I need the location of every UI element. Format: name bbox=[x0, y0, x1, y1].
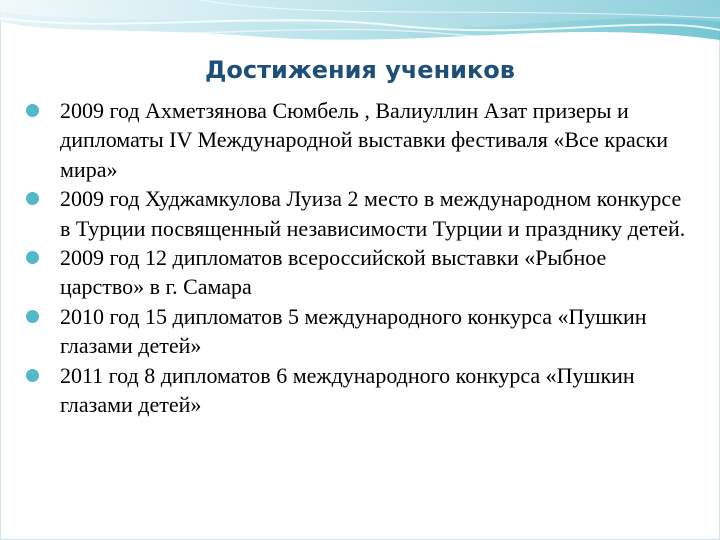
slide-title: Достижения учеников bbox=[205, 56, 515, 84]
bullet-icon bbox=[26, 310, 39, 323]
list-item bbox=[22, 184, 692, 243]
list-item bbox=[22, 243, 692, 302]
bullet-icon bbox=[26, 192, 39, 205]
list-item-text: 2009 год Худжамкулова Луиза 2 место в международном конкурсе в Турции посвященный независимости Турции и празднику детей. bbox=[60, 186, 686, 241]
list-item bbox=[22, 361, 692, 420]
list-item-text: 2010 год 15 дипломатов 5 международного конкурса «Пушкин глазами детей» bbox=[60, 303, 647, 359]
achievements-list bbox=[22, 96, 692, 419]
list-item bbox=[22, 302, 692, 361]
bullet-icon bbox=[26, 369, 39, 382]
list-item-text: 2009 год 12 дипломатов всероссийской выставки «Рыбное царство» в г. Самара bbox=[60, 245, 607, 300]
list-item-text: 2011 год 8 дипломатов 6 международного конкурса «Пушкин глазами детей» bbox=[60, 362, 635, 418]
list-item-text: 2009 год Ахметзянова Сюмбель , Валиуллин Азат призеры и дипломаты IV Международной выставки фестиваля «Все краски мира» bbox=[60, 98, 669, 182]
bullet-icon bbox=[26, 104, 39, 117]
decorative-wave-banner bbox=[0, 0, 720, 60]
list-item bbox=[22, 96, 692, 184]
bullet-icon bbox=[26, 251, 39, 264]
